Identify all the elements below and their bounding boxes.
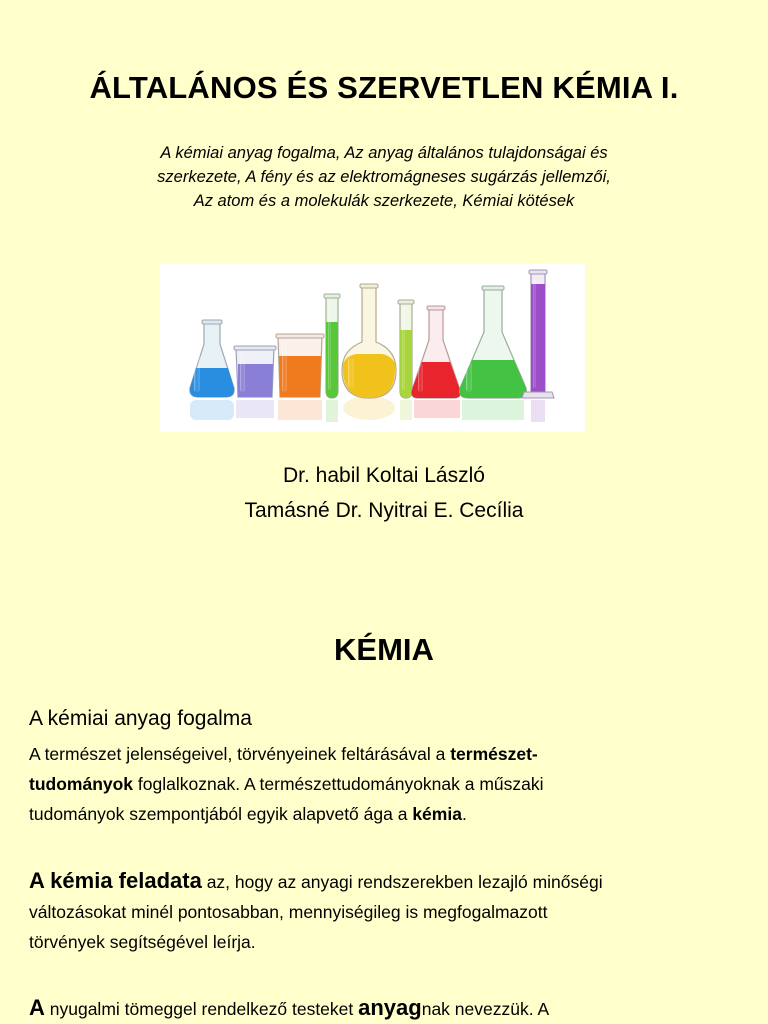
text-run: . [461,804,467,824]
bold-term: természet- [450,744,538,764]
laboratory-glassware-image [160,264,585,432]
purple-graduated-cylinder [522,270,554,398]
subtitle-line: A kémiai anyag fogalma, Az anyag általános tulajdonságai és [160,144,608,162]
page-title: ÁLTALÁNOS ÉS SZERVETLEN KÉMIA I. [89,70,679,105]
lime-test-tube [398,300,414,398]
text-run: nyugalmi tömeggel rendelkező testeket [44,999,359,1019]
paragraph-lead: A kémia feladata [29,868,202,893]
paragraph [29,739,749,829]
subtitle-line: szerkezete, A fény és az elektromágneses sugárzás jellemzői, [157,168,611,186]
section-title: KÉMIA [334,632,434,667]
bold-term: kémia [412,804,462,824]
authors [0,458,768,528]
text-run: foglalkoznak. A természettudományoknak a műszaki [133,774,544,794]
author-name: Dr. habil Koltai László [283,464,485,487]
bold-term: tudományok [29,774,134,794]
subtitle-line: Az atom és a molekulák szerkezete, Kémiai kötések [193,192,575,210]
text-run: törvények segítségével leírja. [29,932,256,952]
green-test-tube [324,294,340,398]
bold-term: anyag [358,995,422,1020]
subtitle [0,141,768,213]
text-run: A természet jelenségeivel, törvényeinek feltárásával a [29,744,451,764]
text-run: az, hogy az anyagi rendszerekben lezajló minőségi [201,872,603,892]
paragraph [29,993,749,1024]
paragraph-lead: A [29,995,45,1020]
text-run: tudományok szempontjából egyik alapvető ága a [29,804,413,824]
author-name: Tamásné Dr. Nyitrai E. Cecília [244,499,524,522]
text-run: nak nevezzük. A [421,999,550,1019]
text-run: változásokat minél pontosabban, mennyiségileg is megfogalmazott [29,902,548,922]
paragraph [29,866,749,957]
section-subheading: A kémiai anyag fogalma [29,707,252,730]
